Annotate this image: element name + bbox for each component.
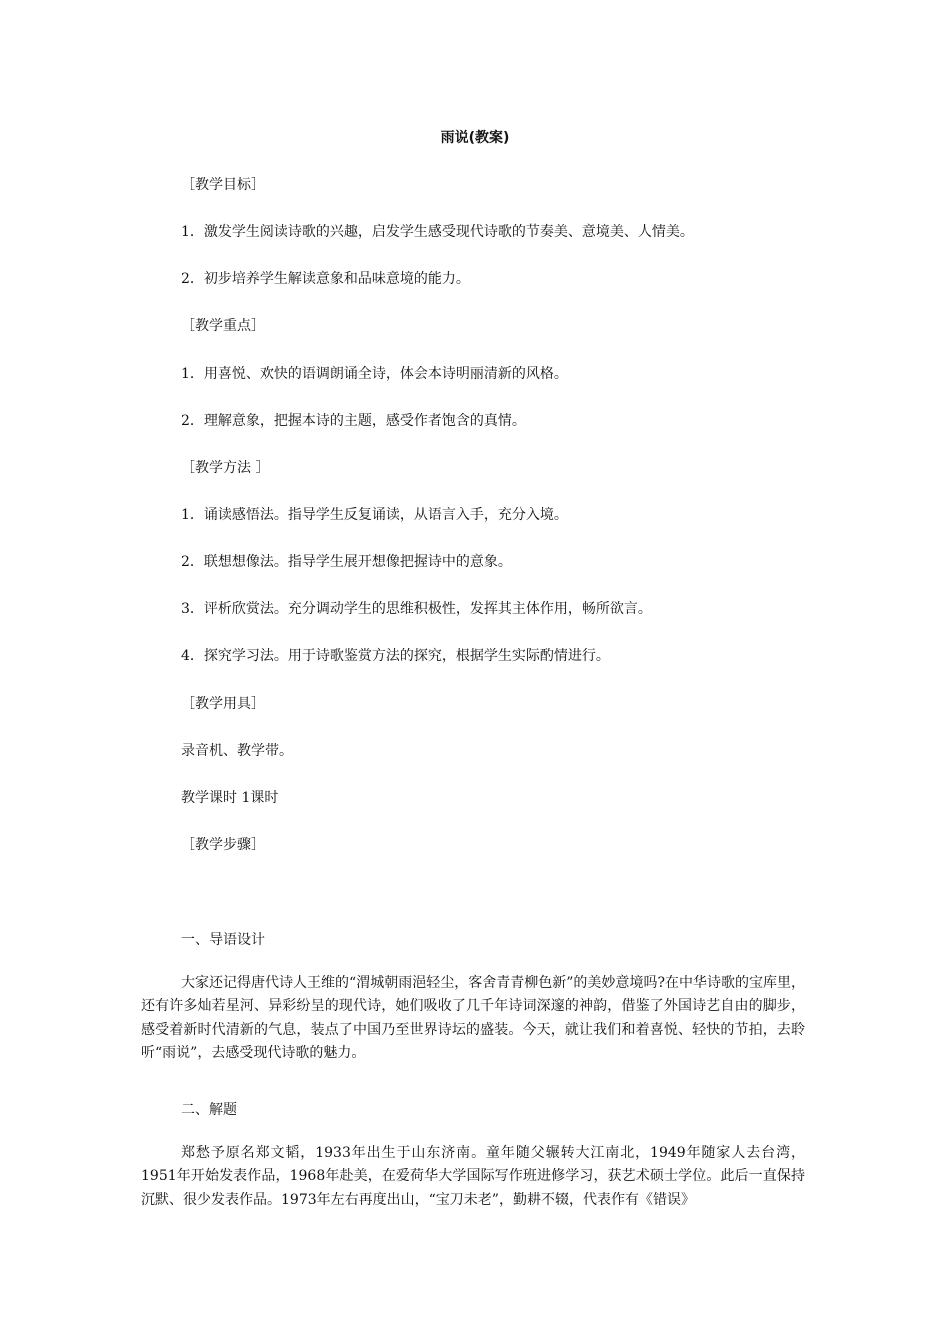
objectives-heading: ［教学目标］ <box>181 177 265 193</box>
class-hours: 教学课时 1课时 <box>181 790 279 806</box>
step1-paragraph: 大家还记得唐代诗人王维的“渭城朝雨浥轻尘，客舍青青柳色新”的美妙意境吗?在中华诗歌的宝库里，还有许多灿若星河、异彩纷呈的现代诗，她们吸收了几千年诗词深邃的神韵，借鉴了外国诗艺自由的脚步，感受着新时代清新的气息，装点了中国乃至世界诗坛的盛装。今天，就让我们和着喜悦、轻快的节拍，去聆听“雨说”，去感受现代诗歌的魅力。 <box>141 975 805 1061</box>
focus-heading: ［教学重点］ <box>181 318 265 334</box>
document-title: 雨说(教案) <box>440 130 510 146</box>
tools-heading: ［教学用具］ <box>181 696 265 712</box>
method-item-3: 3．评析欣赏法。充分调动学生的思维积极性，发挥其主体作用，畅所欲言。 <box>181 601 652 617</box>
method-item-2: 2．联想想像法。指导学生展开想像把握诗中的意象。 <box>181 554 512 570</box>
objective-item-2: 2．初步培养学生解读意象和品味意境的能力。 <box>181 271 470 287</box>
focus-item-2: 2．理解意象，把握本诗的主题，感受作者饱含的真情。 <box>181 413 526 429</box>
steps-heading: ［教学步骤］ <box>181 837 265 853</box>
tools-text: 录音机、教学带。 <box>181 743 293 759</box>
step1-heading: 一、导语设计 <box>181 932 265 948</box>
methods-heading: ［教学方法 ］ <box>181 460 270 476</box>
step2-heading: 二、解题 <box>181 1102 237 1118</box>
method-item-1: 1．诵读感悟法。指导学生反复诵读，从语言入手，充分入境。 <box>181 507 568 523</box>
step2-paragraph: 郑愁予原名郑文韬，1933年出生于山东济南。童年随父辗转大江南北，1949年随家人去台湾，1951年开始发表作品，1968年赴美，在爱荷华大学国际写作班进修学习，获艺术硕士学位。此后一直保持沉默、很少发表作品。1973年左右再度出山，“宝刀未老”，勤耕不辍，代表作有《错误》 <box>141 1145 805 1208</box>
focus-item-1: 1．用喜悦、欢快的语调朗诵全诗，体会本诗明丽清新的风格。 <box>181 366 568 382</box>
method-item-4: 4．探究学习法。用于诗歌鉴赏方法的探究，根据学生实际酌情进行。 <box>181 648 610 664</box>
objective-item-1: 1．激发学生阅读诗歌的兴趣，启发学生感受现代诗歌的节奏美、意境美、人情美。 <box>181 224 694 240</box>
